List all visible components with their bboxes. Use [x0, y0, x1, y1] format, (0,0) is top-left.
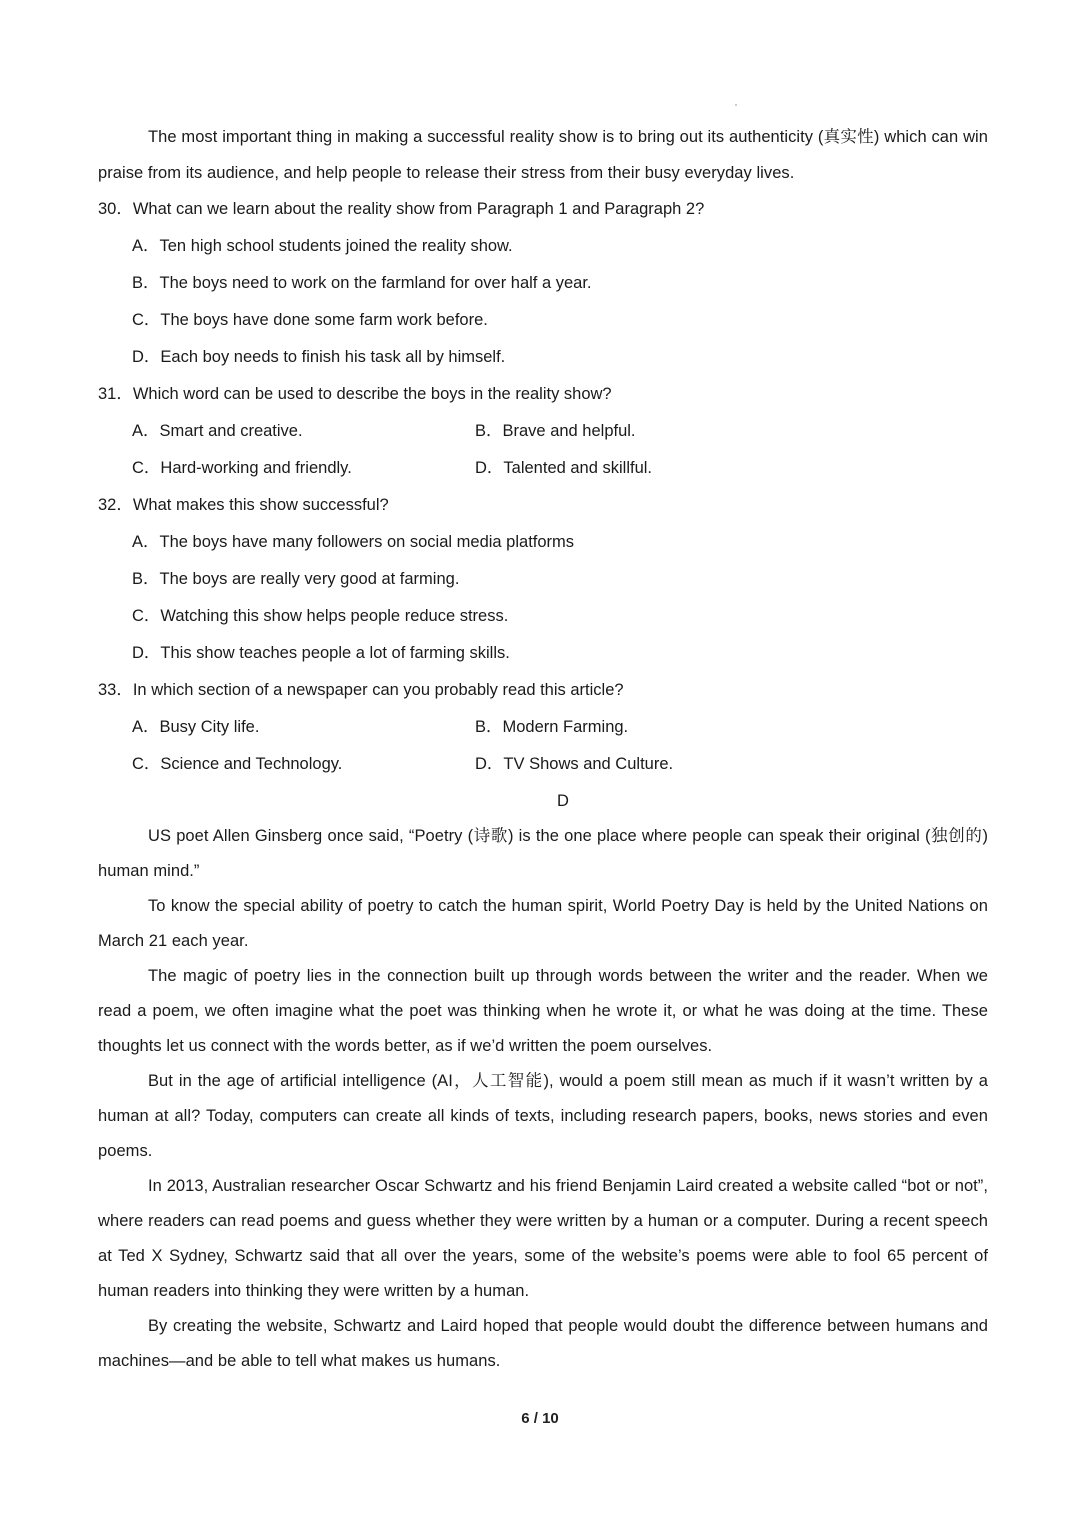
passage-paragraph: To know the special ability of poetry to catch the human spirit, World Poetry Day is held by the United Nations on March 21 each year. — [98, 897, 988, 950]
answer-option: D．TV Shows and Culture. — [475, 755, 674, 773]
answer-option: A．Ten high school students joined the reality show. — [132, 237, 513, 255]
answer-option-row — [132, 709, 988, 746]
answer-option: D．Talented and skillful. — [475, 459, 653, 477]
answer-option: B．Modern Farming. — [475, 718, 629, 736]
answer-option: C．Watching this show helps people reduce stress. — [132, 607, 509, 625]
answer-option-row — [132, 746, 988, 783]
answer-option: A．The boys have many followers on social media platforms — [132, 533, 575, 551]
answer-option: A．Smart and creative. — [132, 422, 303, 440]
question-stem: 30．What can we learn about the reality show from Paragraph 1 and Paragraph 2? — [98, 200, 705, 218]
question-stem: 33．In which section of a newspaper can you probably read this article? — [98, 681, 624, 699]
passage-paragraph: But in the age of artificial intelligence (AI，人工智能), would a poem still mean as much if it wasn’t written by a human at all? Today, computers can create all kinds of texts, including research papers, books, news stories and even poems. — [98, 1072, 988, 1160]
passage-paragraph: The most important thing in making a successful reality show is to bring out its authenticity (真实性) which can win praise from its audience, and help people to release their stress from their busy everyday lives. — [98, 128, 988, 182]
section-title: D — [557, 792, 569, 810]
answer-option: D．Each boy needs to finish his task all by himself. — [132, 348, 506, 366]
answer-option: B．Brave and helpful. — [475, 422, 636, 440]
page-number: 6 / 10 — [521, 1410, 559, 1427]
answer-option: C．Science and Technology. — [132, 755, 343, 773]
answer-option: A．Busy City life. — [132, 718, 260, 736]
answer-option: D．This show teaches people a lot of farming skills. — [132, 644, 510, 662]
answer-option: C．Hard-working and friendly. — [132, 459, 352, 477]
answer-option-row — [132, 450, 988, 487]
scan-speck — [735, 104, 737, 106]
passage-paragraph: In 2013, Australian researcher Oscar Schwartz and his friend Benjamin Laird created a website called “bot or not”, where readers can read poems and guess whether they were written by a human or a computer. During a recent speech at Ted X Sydney, Schwartz said that all over the years, some of the website’s poems were able to fool 65 percent of human readers into thinking they were written by a human. — [98, 1177, 988, 1300]
question-stem: 31．Which word can be used to describe the boys in the reality show? — [98, 385, 612, 403]
answer-option-row — [132, 413, 988, 450]
answer-option: B．The boys are really very good at farming. — [132, 570, 460, 588]
passage-paragraph: The magic of poetry lies in the connection built up through words between the writer and the reader. When we read a poem, we often imagine what the poet was thinking when he wrote it, or what he was doing at the time. These thoughts let us connect with the words better, as if we’d written the poem ourselves. — [98, 967, 988, 1055]
answer-option: B．The boys need to work on the farmland for over half a year. — [132, 274, 592, 292]
answer-option: C．The boys have done some farm work before. — [132, 311, 488, 329]
question-stem: 32．What makes this show successful? — [98, 496, 389, 514]
document-page — [98, 120, 988, 1379]
passage-paragraph: By creating the website, Schwartz and Laird hoped that people would doubt the difference between humans and machines—and be able to tell what makes us humans. — [98, 1317, 988, 1370]
passage-paragraph: US poet Allen Ginsberg once said, “Poetry (诗歌) is the one place where people can speak their original (独创的) human mind.” — [98, 827, 988, 880]
